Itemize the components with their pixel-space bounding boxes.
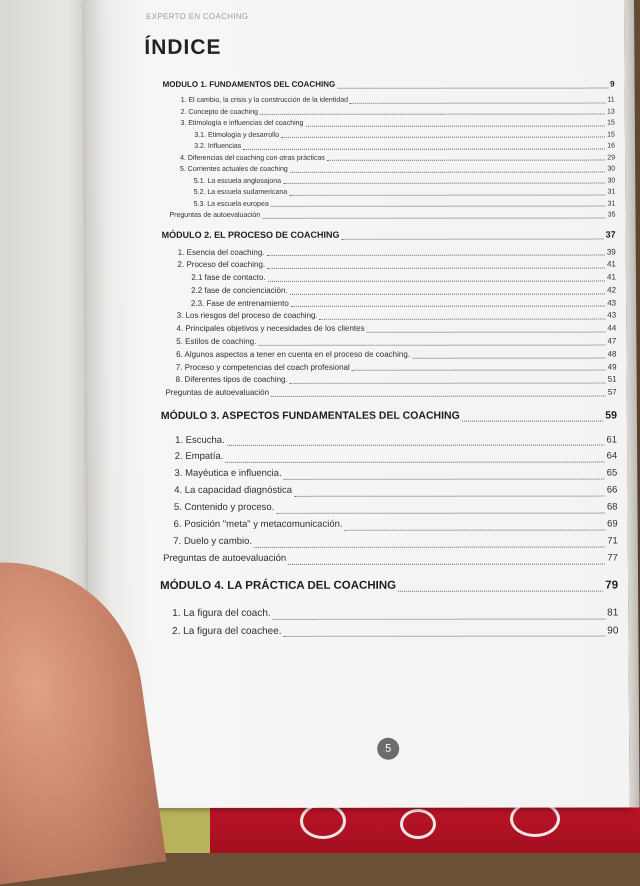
toc-entry-page: 30	[607, 177, 616, 185]
toc-dot-leader	[271, 206, 606, 207]
toc-dot-leader	[320, 319, 606, 320]
toc-entry-label: 3. Mayéutica e influencia.	[174, 468, 282, 480]
toc-entry-page: 64	[606, 451, 618, 463]
toc-dot-leader	[262, 217, 606, 218]
running-header: EXPERTO EN COACHING	[146, 11, 249, 21]
toc-entry-page: 31	[607, 200, 616, 208]
toc-entry	[157, 500, 617, 517]
toc-dot-leader	[258, 344, 605, 345]
toc-entry-label: 7. Proceso y competencias del coach profesional	[175, 362, 350, 372]
toc-entry	[156, 246, 616, 259]
toc-entry-label: 8. Diferentes tipos de coaching.	[175, 375, 288, 385]
toc-entry-page: 57	[607, 387, 617, 397]
toc-entry-label: 3.1. Etimología y desarrollo	[194, 131, 280, 139]
toc-dot-leader	[337, 88, 608, 89]
toc-entry-label: 2. Concepto de coaching	[180, 108, 259, 116]
toc-entry-label: 2.2 fase de concienciación.	[191, 285, 288, 295]
toc-entry-page: 11	[607, 96, 615, 104]
toc-dot-leader	[462, 420, 603, 421]
toc-dot-leader	[352, 370, 606, 371]
toc-entry-label: 3. Los riesgos del proceso de coaching.	[176, 311, 318, 321]
toc-entry-page: 42	[607, 285, 617, 295]
toc-entry-page: 71	[607, 535, 618, 547]
toc-entry	[155, 210, 615, 222]
toc-entry-page: 41	[606, 259, 616, 269]
toc-entry-page: 15	[607, 131, 615, 139]
cloth-pattern	[400, 809, 436, 839]
toc-entry-label: MÓDULO 4. LA PRÁCTICA DEL COACHING	[160, 579, 397, 592]
toc-entry-label: 4. Principales objetivos y necesidades de los clientes	[176, 324, 365, 334]
toc-entry-page: 51	[607, 375, 617, 385]
toc-dot-leader	[254, 546, 605, 547]
toc-entry	[156, 336, 616, 349]
toc-dot-leader	[289, 194, 605, 195]
toc-entry	[157, 387, 617, 400]
toc-entry-label: 5.3. La escuela europea	[193, 200, 269, 208]
toc-entry-page: 13	[606, 108, 615, 116]
toc-entry	[157, 466, 617, 483]
toc-entry-label: 5.1. La escuela anglosajona	[193, 177, 282, 185]
toc-dot-leader	[276, 513, 605, 514]
toc-dot-leader	[290, 293, 605, 294]
toc-entry-page: 65	[606, 467, 618, 479]
index-title: ÍNDICE	[144, 35, 222, 59]
toc-entry	[155, 118, 615, 130]
toc-dot-leader	[243, 148, 605, 149]
page-number-badge: 5	[377, 738, 399, 760]
toc-entry-label: 2. Empatía.	[174, 451, 224, 463]
toc-entry-label: Preguntas de autoevaluación	[169, 211, 261, 219]
toc-entry-page: 9	[610, 79, 615, 89]
toc-entry-page: 41	[606, 272, 616, 282]
toc-entry-page: 81	[607, 607, 619, 619]
toc-dot-leader	[412, 357, 606, 358]
toc-dot-leader	[273, 618, 605, 619]
toc-dot-leader	[345, 530, 606, 531]
toc-entry	[155, 129, 615, 141]
toc-dot-leader	[225, 462, 604, 463]
toc-entry-page: 31	[607, 188, 616, 196]
toc-entry-label: 4. La capacidad diagnóstica	[174, 485, 293, 497]
toc-entry-label: 3. Etimología e influencias del coaching	[180, 119, 304, 127]
toc-entry	[157, 361, 617, 374]
toc-entry-label: MÓDULO 3. ASPECTOS FUNDAMENTALES DEL COACHING	[160, 409, 460, 423]
toc-entry-label: 3.2. Influencias	[194, 142, 242, 150]
toc-entry-page: 90	[607, 625, 619, 637]
toc-module-heading	[155, 78, 615, 92]
toc-dot-leader	[342, 238, 604, 239]
toc-dot-leader	[260, 114, 605, 115]
toc-entry	[158, 517, 618, 534]
toc-entry-label: 2.1 fase de contacto.	[191, 272, 266, 283]
toc-entry-label: 5. Estilos de coaching.	[176, 336, 257, 347]
toc-entry-page: 44	[607, 323, 617, 333]
toc-module-heading	[158, 577, 618, 595]
toc-entry-label: 2.3. Fase de entrenamiento	[190, 298, 289, 308]
toc-module-heading	[156, 227, 616, 242]
table-of-contents	[155, 78, 619, 641]
toc-dot-leader	[283, 183, 605, 184]
toc-entry-label: MODULO 1. FUNDAMENTOS DEL COACHING	[162, 79, 336, 89]
toc-dot-leader	[290, 383, 606, 384]
toc-dot-leader	[284, 636, 606, 637]
toc-entry-page: 43	[607, 311, 617, 321]
toc-dot-leader	[284, 479, 605, 480]
toc-entry-page: 61	[606, 434, 618, 446]
toc-entry	[156, 310, 616, 323]
toc-entry-label: 1. La figura del coach.	[172, 608, 271, 620]
toc-entry-label: 2. Proceso del coaching.	[177, 260, 266, 270]
toc-entry-page: 49	[607, 362, 617, 372]
toc-entry-page: 35	[607, 211, 616, 219]
toc-entry-page: 39	[606, 247, 616, 257]
toc-entry-page: 77	[607, 552, 618, 564]
toc-entry-label: 5. Contenido y proceso.	[173, 502, 275, 514]
toc-entry-label: Preguntas de autoevaluación	[165, 388, 270, 398]
toc-entry-page: 66	[606, 484, 618, 496]
toc-entry	[155, 106, 615, 118]
toc-entry-label: 1. Escucha.	[175, 434, 225, 446]
toc-entry-page: 59	[605, 409, 617, 422]
toc-dot-leader	[290, 171, 606, 172]
toc-entry	[157, 432, 617, 449]
toc-entry-label: MÓDULO 2. EL PROCESO DE COACHING	[161, 229, 340, 240]
toc-entry	[156, 348, 616, 361]
toc-entry	[155, 152, 615, 164]
toc-entry-page: 68	[606, 501, 618, 513]
toc-entry-page: 16	[607, 142, 616, 150]
toc-entry-page: 15	[607, 119, 615, 127]
toc-entry-page: 43	[607, 298, 617, 308]
toc-entry-label: Preguntas de autoevaluación	[163, 552, 287, 564]
toc-entry-page: 47	[607, 336, 617, 346]
toc-entry	[156, 259, 616, 272]
toc-entry	[155, 141, 615, 153]
toc-entry-label: 2. La figura del coachee.	[171, 625, 282, 637]
toc-dot-leader	[294, 496, 605, 497]
toc-entry-page: 37	[605, 229, 616, 240]
toc-entry	[157, 483, 617, 500]
toc-entry-page: 48	[607, 349, 617, 359]
cloth-pattern	[300, 803, 346, 839]
toc-dot-leader	[267, 268, 605, 269]
toc-entry	[155, 198, 615, 210]
toc-entry	[156, 297, 616, 310]
toc-dot-leader	[288, 563, 605, 564]
toc-dot-leader	[267, 255, 605, 256]
toc-dot-leader	[268, 280, 605, 281]
toc-dot-leader	[281, 137, 605, 138]
toc-dot-leader	[227, 445, 605, 446]
toc-entry	[157, 374, 617, 387]
toc-entry	[155, 164, 615, 176]
toc-entry-label: 1. El cambio, la crisis y la construcción de la identidad	[180, 96, 349, 104]
toc-dot-leader	[398, 591, 603, 592]
toc-entry	[155, 175, 615, 187]
toc-entry	[157, 449, 617, 466]
toc-entry-label: 6. Algunos aspectos a tener en cuenta en el proceso de coaching.	[176, 349, 411, 359]
toc-entry-page: 79	[605, 579, 619, 592]
toc-entry	[156, 284, 616, 297]
toc-entry	[158, 550, 618, 567]
toc-entry-page: 30	[607, 165, 616, 173]
toc-entry	[156, 323, 616, 336]
toc-entry-label: 7. Duelo y cambio.	[173, 535, 253, 547]
toc-entry-label: 4. Diferencias del coaching con otras prácticas	[180, 154, 325, 162]
toc-entry	[155, 95, 615, 107]
toc-entry	[158, 622, 618, 640]
toc-entry-label: 1. Esencia del coaching.	[177, 247, 265, 257]
book-page	[84, 0, 630, 808]
toc-dot-leader	[367, 332, 606, 333]
toc-module-heading	[157, 408, 617, 425]
toc-entry	[158, 605, 618, 623]
toc-entry	[158, 534, 618, 551]
toc-dot-leader	[291, 306, 605, 307]
toc-entry-page: 29	[607, 154, 616, 162]
toc-dot-leader	[350, 102, 605, 103]
toc-entry-page: 69	[607, 518, 618, 530]
toc-entry	[156, 272, 616, 285]
toc-dot-leader	[327, 160, 605, 161]
toc-dot-leader	[305, 125, 605, 126]
toc-dot-leader	[271, 396, 606, 397]
toc-entry	[155, 187, 615, 199]
toc-entry-label: 5. Corrientes actuales de coaching	[179, 165, 288, 173]
toc-entry-label: 5.2. La escuela sudamericana	[193, 188, 288, 196]
toc-entry-label: 6. Posición "meta" y metacomunicación.	[173, 518, 343, 531]
